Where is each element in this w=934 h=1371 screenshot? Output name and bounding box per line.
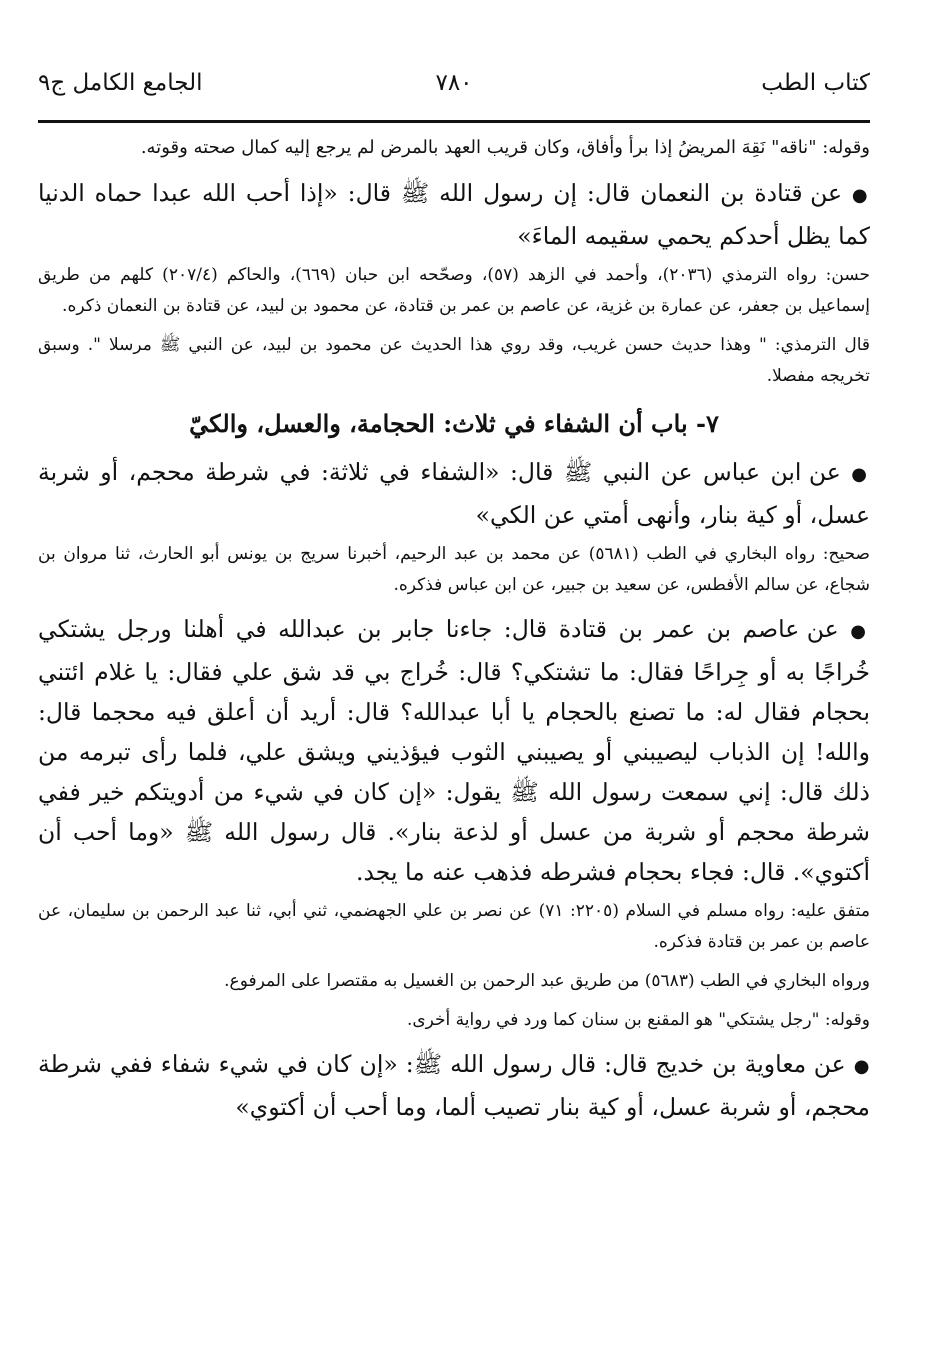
page-header bbox=[38, 66, 870, 110]
explanation-paragraph: وقوله: "ناقه" نَقِهَ المريضُ إذا برأ وأفاق، وكان قريب العهد بالمرض لم يرجع إليه كمال صحته وقوته. bbox=[140, 137, 870, 158]
page-body bbox=[38, 130, 870, 1131]
hadith-paragraph bbox=[38, 173, 870, 256]
takhrij-paragraph: ورواه البخاري في الطب (٥٦٨٣) من طريق عبد الرحمن بن الغسيل به مقتصرا على المرفوع. bbox=[224, 971, 870, 991]
bullet-icon: ● bbox=[851, 185, 870, 206]
header-rule bbox=[38, 120, 870, 123]
bullet-icon: ● bbox=[851, 464, 870, 485]
hadith-paragraph bbox=[38, 609, 870, 892]
hadith-paragraph bbox=[38, 1044, 870, 1127]
header-page-number: ٧٨٠ bbox=[435, 70, 473, 96]
hadith-text: عن ابن عباس عن النبي ﷺ قال: «الشفاء في ثلاثة: في شرطة محجم، أو شربة عسل، أو كية بنار، وأنهى أمتي عن الكي» bbox=[38, 458, 870, 529]
chapter-title: ٧- باب أن الشفاء في ثلاث: الحجامة، والعسل، والكيّ bbox=[189, 409, 719, 438]
takhrij-paragraph: متفق عليه: رواه مسلم في السلام (٢٢٠٥: ٧١) عن نصر بن علي الجهضمي، ثني أبي، ثنا عبد الرحمن بن سليمان، عن عاصم بن عمر بن قتادة فذكره. bbox=[38, 901, 870, 952]
explanation-paragraph: وقوله: "رجل يشتكي" هو المقنع بن سنان كما ورد في رواية أخرى. bbox=[406, 1010, 870, 1030]
hadith-text: عن عاصم بن عمر بن قتادة قال: جاءنا جابر بن عبدالله في أهلنا ورجل يشتكي خُراجًا به أو جِراحًا فقال: ما تشتكي؟ قال: خُراج بي قد شق علي فقال: يا غلام ائتني بحجام فقال له: ما تصنع بالحجام يا أبا عبدالله؟ قال: أريد أن أعلق فيه محجما قال: والله! إن الذباب ليصيبني أو يصيبني الثوب فيؤذيني ويشق علي، فلما رأى تبرمه من ذلك قال: إني سمعت رسول الله ﷺ يقول: «إن كان في شيء من أدويتكم خير ففي شرطة محجم أو شربة من عسل أو لذعة بنار». قال رسول الله ﷺ «وما أحب أن أكتوي». قال: فجاء بحجام فشرطه فذهب عنه ما يجد. bbox=[38, 615, 870, 886]
hadith-text: عن قتادة بن النعمان قال: إن رسول الله ﷺ قال: «إذا أحب الله عبدا حماه الدنيا كما يظل أحدكم يحمي سقيمه الماءَ» bbox=[38, 179, 870, 250]
header-book-title: الجامع الكامل ج٩ bbox=[38, 70, 203, 96]
takhrij-paragraph: قال الترمذي: " وهذا حديث حسن غريب، وقد روي هذا الحديث عن محمود بن لبيد، عن النبي ﷺ مرسلا ". وسبق تخريجه مفصلا. bbox=[38, 335, 870, 386]
bullet-icon: ● bbox=[853, 1056, 870, 1077]
takhrij-paragraph: حسن: رواه الترمذي (٢٠٣٦)، وأحمد في الزهد (٥٧)، وصحّحه ابن حبان (٦٦٩)، والحاكم (٢٠٧/٤) كلهم من طريق إسماعيل بن جعفر، عن عمارة بن غزية، عن عاصم بن عمر بن قتادة، عن محمود بن لبيد، عن قتادة بن النعمان ذكره. bbox=[38, 265, 871, 316]
takhrij-paragraph: صحيح: رواه البخاري في الطب (٥٦٨١) عن محمد بن عبد الرحيم، أخبرنا سريج بن يونس أبو الحارث، ثنا مروان بن شجاع، عن سالم الأفطس، عن سعيد بن جبير، عن ابن عباس فذكره. bbox=[38, 544, 870, 595]
header-book-section: كتاب الطب bbox=[761, 70, 870, 96]
hadith-text: عن معاوية بن خديج قال: قال رسول الله ﷺ: «إن كان في شيء شفاء ففي شرطة محجم، أو شربة عسل، أو كية بنار تصيب ألما، وما أحب أن أكتوي» bbox=[38, 1050, 870, 1121]
hadith-paragraph bbox=[38, 452, 870, 535]
bullet-icon: ● bbox=[850, 621, 870, 642]
